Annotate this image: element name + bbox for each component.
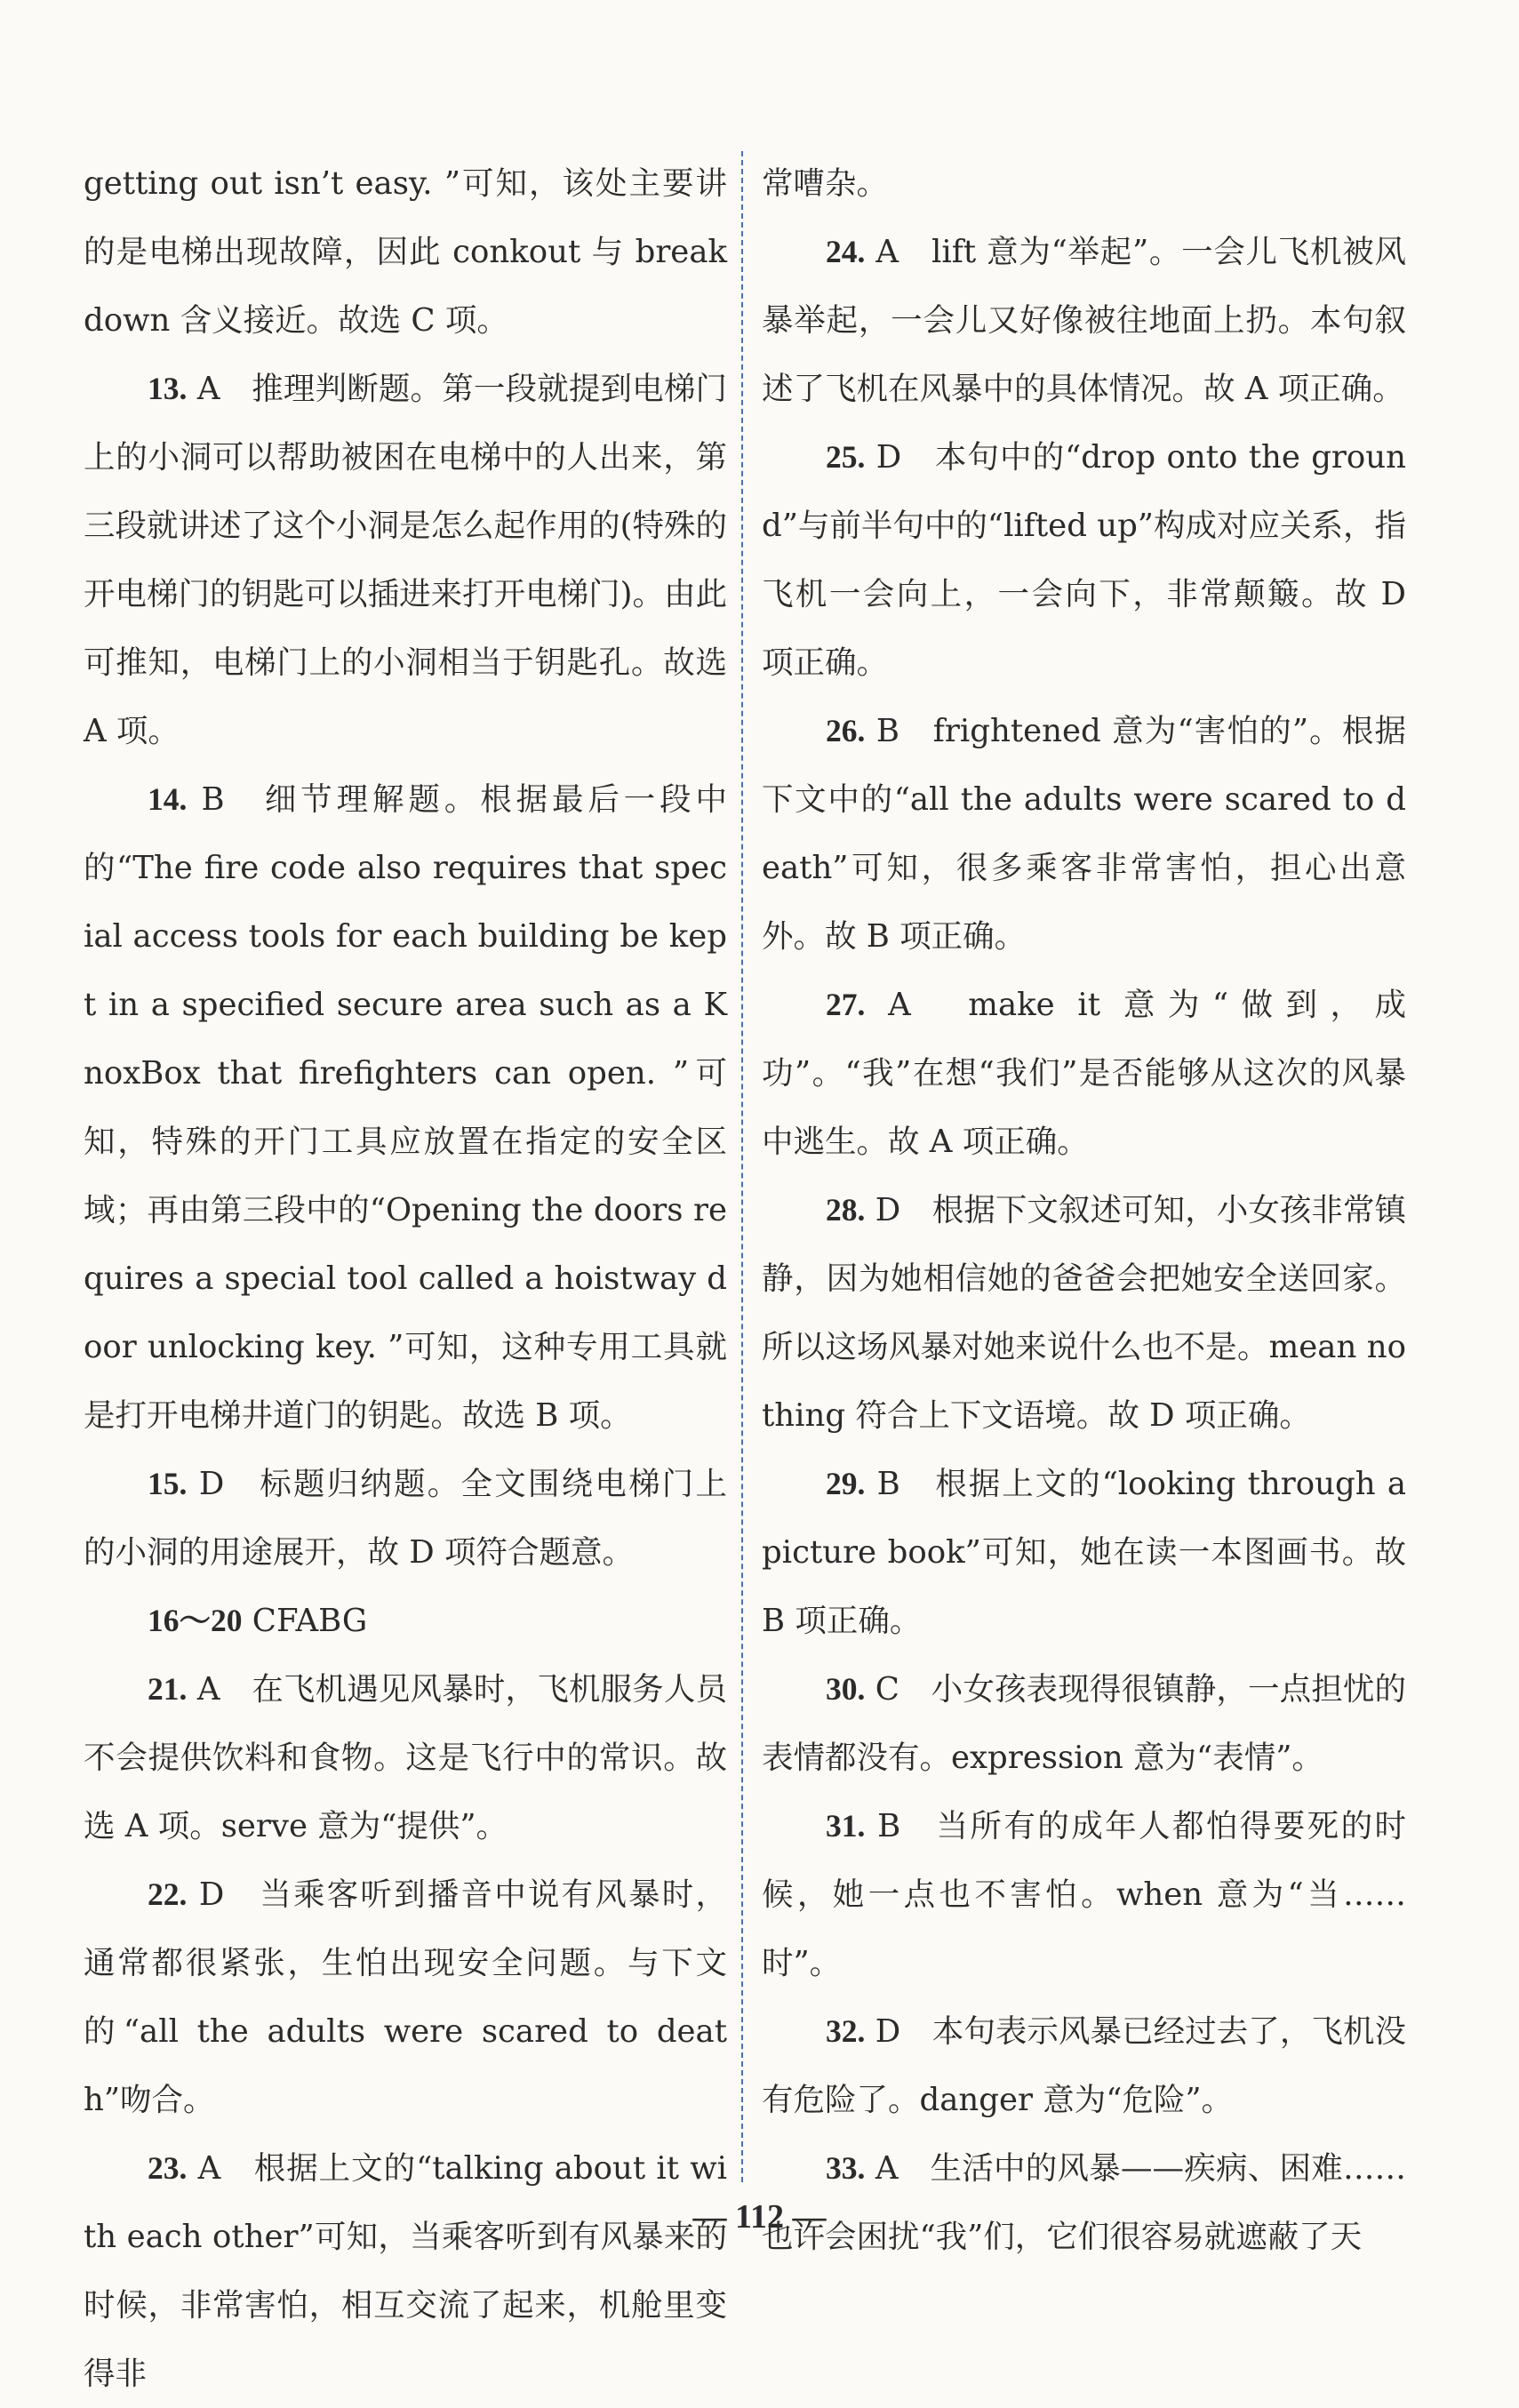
paragraph-text: A 根据上文的“talking about it with each other”可知，当乘客听到有风暴来的时候，非常害怕，相互交流了起来，机舱里变得非 xyxy=(84,2150,727,2392)
item-number: 26. xyxy=(826,713,866,748)
paragraph xyxy=(762,149,1406,218)
left-column xyxy=(84,149,727,2408)
paragraph xyxy=(84,765,727,1450)
paragraph-text: C 小女孩表现得很镇静，一点担忧的表情都没有。expression 意为“表情”。 xyxy=(762,1671,1406,1776)
item-number: 31. xyxy=(826,1808,866,1844)
paragraph xyxy=(762,1997,1406,2134)
paragraph xyxy=(762,423,1406,697)
paragraph-text: A 推理判断题。第一段就提到电梯门上的小洞可以帮助被困在电梯中的人出来，第三段就讲述了这个小洞是怎么起作用的(特殊的开电梯门的钥匙可以插进来打开电梯门)。由此可推知，电梯门上的小洞相当于钥匙孔。故选 A 项。 xyxy=(84,371,727,749)
item-number: 21. xyxy=(148,1671,188,1707)
paragraph-text: D 当乘客听到播音中说有风暴时，通常都很紧张，生怕出现安全问题。与下文的“all the adults were scared to death”吻合。 xyxy=(84,1876,727,2118)
paragraph-text: D 根据下文叙述可知，小女孩非常镇静，因为她相信她的爸爸会把她安全送回家。所以这场风暴对她来说什么也不是。mean nothing 符合上下文语境。故 D 项正确。 xyxy=(762,1192,1406,1434)
item-number: 23. xyxy=(148,2150,188,2186)
paragraph xyxy=(762,218,1406,423)
paragraph-text: A 生活中的风暴——疾病、困难……也许会困扰“我”们，它们很容易就遮蔽了天 xyxy=(762,2150,1406,2255)
item-number: 32. xyxy=(826,2013,866,2049)
item-number: 22. xyxy=(148,1876,188,1912)
item-number: 29. xyxy=(826,1466,866,1501)
item-number: 25. xyxy=(826,439,866,475)
paragraph xyxy=(84,149,727,355)
item-number: 15. xyxy=(148,1466,188,1501)
paragraph xyxy=(762,1792,1406,1997)
paragraph-text: 常嘈杂。 xyxy=(762,165,889,202)
paragraph-text: B frightened 意为“害怕的”。根据下文中的“all the adults were scared to death”可知，很多乘客非常害怕，担心出意外。故 B 项正确。 xyxy=(762,713,1406,955)
paragraph xyxy=(84,1587,727,1655)
item-number: 30. xyxy=(826,1671,866,1707)
paragraph-text: D 标题归纳题。全文围绕电梯门上的小洞的用途展开，故 D 项符合题意。 xyxy=(84,1466,727,1571)
item-number: 14. xyxy=(148,781,188,817)
paragraph xyxy=(762,1176,1406,1450)
paragraph xyxy=(84,355,727,765)
paragraph xyxy=(762,971,1406,1176)
paragraph xyxy=(762,1655,1406,1792)
item-number: 13. xyxy=(148,371,188,406)
item-number: 28. xyxy=(826,1192,866,1228)
item-number: 27. xyxy=(826,987,866,1022)
paragraph-text: CFABG xyxy=(242,1603,368,1639)
paragraph-text: A 在飞机遇见风暴时，飞机服务人员不会提供饮料和食物。这是飞行中的常识。故选 A 项。serve 意为“提供”。 xyxy=(84,1671,727,1844)
paragraph-text: getting out isn’t easy. ”可知，该处主要讲的是电梯出现故障，因此 conkout 与 breakdown 含义接近。故选 C 项。 xyxy=(84,165,727,339)
paragraph xyxy=(84,1450,727,1587)
paragraph-text: A lift 意为“举起”。一会儿飞机被风暴举起，一会儿又好像被往地面上扔。本句叙述了飞机在风暴中的具体情况。故 A 项正确。 xyxy=(762,234,1406,407)
paragraph xyxy=(762,1450,1406,1655)
item-number: 16～20 xyxy=(148,1603,243,1638)
paragraph xyxy=(84,1655,727,1860)
column-divider xyxy=(741,151,743,2182)
paragraph-text: B 细节理解题。根据最后一段中的“The fire code also requires that special access tools for each building be kept in a specified secure area such as a KnoxBox that firefighters can open. ”可知，特殊的开门工具应放置在指定的安全区域；再由第三段中的“Opening the doors requires a special tool called a hoistway door unlocking key. ”可知，这种专用工具就是打开电梯井道门的钥匙。故选 B 项。 xyxy=(84,781,727,1434)
item-number: 33. xyxy=(826,2150,866,2186)
paragraph-text: D 本句表示风暴已经过去了，飞机没有危险了。danger 意为“危险”。 xyxy=(762,2013,1406,2118)
paragraph xyxy=(762,697,1406,971)
item-number: 24. xyxy=(826,234,866,269)
paragraph-text: A make it 意为“做到，成功”。“我”在想“我们”是否能够从这次的风暴中逃生。故 A 项正确。 xyxy=(762,987,1406,1160)
paragraph-text: B 根据上文的“looking through a picture book”可知，她在读一本图画书。故 B 项正确。 xyxy=(762,1466,1406,1639)
right-column xyxy=(762,149,1406,2271)
paragraph xyxy=(84,2134,727,2408)
paragraph-text: D 本句中的“drop onto the ground”与前半句中的“lifted up”构成对应关系，指飞机一会向上，一会向下，非常颠簸。故 D 项正确。 xyxy=(762,439,1406,681)
paragraph xyxy=(84,1860,727,2134)
paragraph-text: B 当所有的成年人都怕得要死的时候，她一点也不害怕。when 意为“当……时”。 xyxy=(762,1808,1406,1981)
page-number: — 112 — xyxy=(692,2198,827,2236)
